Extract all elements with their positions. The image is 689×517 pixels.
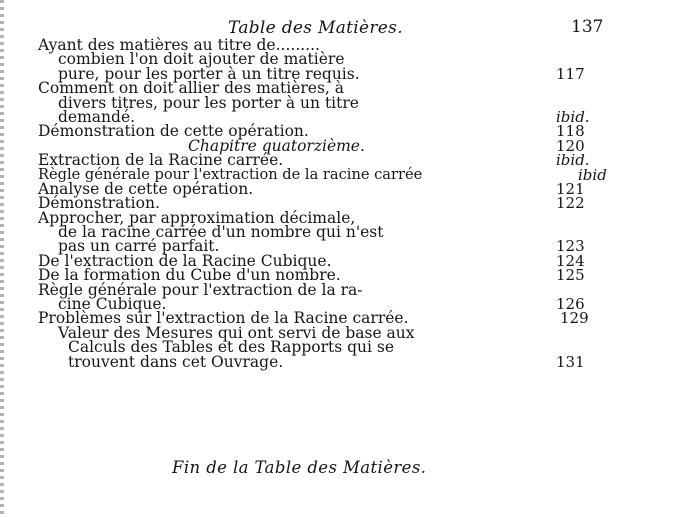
toc-entry-text: cine Cubique. (58, 295, 167, 314)
toc-entry-text: De la formation du Cube d'un nombre. (38, 266, 341, 285)
toc-entry-text: Démonstration de cette opération. (38, 122, 309, 141)
page-binding-edge (0, 0, 4, 517)
toc-page-number: 117 (556, 64, 585, 83)
toc-page-number: 118 (556, 122, 585, 141)
toc-entry-text: Analyse de cette opération. (38, 179, 254, 198)
toc-entry-text: Problèmes sur l'extraction de la Racine carrée. (38, 309, 409, 328)
toc-page-number: 121 (556, 179, 585, 198)
toc-entry-text: Calculs des Tables et des Rapports qui se (68, 338, 395, 357)
toc-entry-text: de la racine carrée d'un nombre qui n'est (58, 223, 384, 242)
toc-page-number: 122 (556, 194, 585, 213)
toc-page-number: 123 (556, 237, 585, 256)
header-title: Table des Matières. (228, 18, 403, 38)
toc-page-number: 126 (556, 295, 585, 314)
toc-entry-text: Extraction de la Racine carrée. (38, 151, 284, 170)
toc-entry-text: Règle générale pour l'extraction de la racine carrée (38, 165, 423, 183)
toc-page-number: ibid (578, 165, 607, 184)
header-page-number: 137 (571, 17, 604, 37)
toc-entry-text: Démonstration. (38, 194, 160, 213)
toc-page-number: 124 (556, 251, 585, 270)
toc-page-number: ibid. (556, 151, 590, 170)
toc-entry-text: Règle générale pour l'extraction de la ra- (38, 280, 363, 299)
chapter-heading: Chapitre quatorzième. (188, 136, 365, 155)
toc-entry-text: De l'extraction de la Racine Cubique. (38, 251, 332, 270)
toc-page-number: 120 (556, 136, 585, 155)
toc-entry-text: Approcher, par approximation décimale, (38, 208, 356, 227)
toc-page-number: 129 (560, 309, 589, 328)
toc-line (38, 352, 678, 371)
toc-entry-text: pas un carré parfait. (58, 237, 220, 256)
toc-entry-text: divers titres, pour les porter à un titre (58, 93, 359, 112)
toc-entry-text: Valeur des Mesures qui ont servi de base aux (58, 323, 415, 342)
table-of-contents (38, 38, 678, 369)
toc-page-number: 131 (556, 352, 585, 371)
toc-entry-text: pure, pour les porter à un titre requis. (58, 64, 360, 83)
toc-entry-text: combien l'on doit ajouter de matière (58, 50, 345, 69)
toc-entry-text: demandé. (58, 107, 136, 126)
toc-entry-text: Ayant des matières au titre de......... (38, 36, 320, 54)
toc-page-number: ibid. (556, 107, 590, 126)
toc-entry-text: trouvent dans cet Ouvrage. (68, 352, 284, 371)
toc-page-number: 125 (556, 266, 585, 285)
end-of-table-note: Fin de la Table des Matières. (172, 458, 427, 477)
toc-entry-text: Comment on doit allier des matières, à (38, 79, 345, 98)
